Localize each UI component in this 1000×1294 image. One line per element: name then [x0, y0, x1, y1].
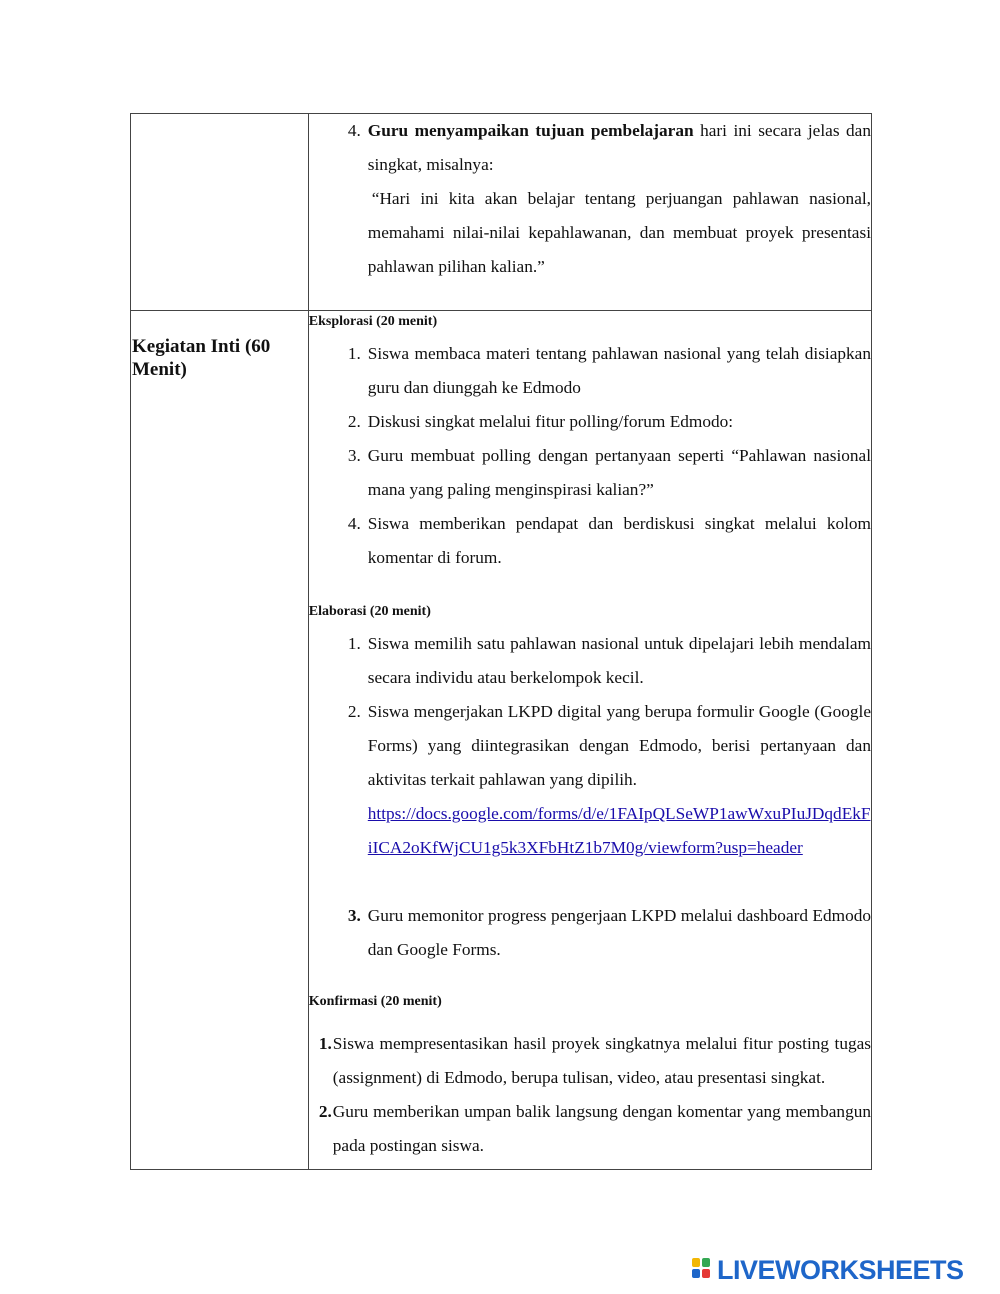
logo-text: LIVEWORKSHEETS	[717, 1254, 964, 1285]
item-number: 1.	[347, 344, 361, 363]
table-row-core	[131, 311, 872, 1170]
item-bold-text: Guru menyampaikan tujuan pembelajaran	[367, 121, 694, 140]
list-item	[309, 627, 871, 695]
eksplorasi-list	[309, 337, 871, 575]
item-text: Diskusi singkat melalui fitur polling/forum Edmodo:	[367, 412, 734, 431]
row-label-cell	[131, 311, 309, 1170]
list-item	[309, 439, 871, 507]
elaborasi-list	[309, 627, 871, 967]
item-text: Siswa memberikan pendapat dan berdiskusi singkat melalui kolom komentar di forum.	[367, 514, 871, 567]
item-text: Guru membuat polling dengan pertanyaan seperti “Pahlawan nasional mana yang paling menginspirasi kalian?”	[367, 446, 871, 499]
item-number: 2.	[347, 412, 361, 431]
list-item	[309, 899, 871, 967]
item-text: hari ini secara jelas dan singkat, misalnya:	[367, 121, 871, 174]
item-number: 3.	[347, 446, 361, 465]
list-item	[309, 337, 871, 405]
item-number: 4.	[347, 514, 361, 533]
item-text: Siswa membaca materi tentang pahlawan nasional yang telah disiapkan guru dan diunggah ke Edmodo	[367, 344, 871, 397]
list-item	[309, 1027, 871, 1095]
item-text: Guru memonitor progress pengerjaan LKPD melalui dashboard Edmodo dan Google Forms.	[367, 906, 871, 959]
liveworksheets-mark-icon	[692, 1258, 714, 1282]
list-item	[309, 1095, 871, 1163]
google-form-link[interactable]: https://docs.google.com/forms/d/e/1FAIpQLSeWP1awWxuPIuJDqdEkFiICA2oKfWjCU1g5k3XFbHtZ1b7M0g/viewform?usp=header	[367, 804, 871, 857]
list-item	[309, 695, 871, 865]
item-number: 1.	[347, 634, 361, 653]
section-heading-elaborasi: Elaborasi (20 menit)	[308, 604, 431, 619]
item-number: 2.	[347, 702, 361, 721]
item-quote: “Hari ini kita akan belajar tentang perjuangan pahlawan nasional, memahami nilai-nilai kepahlawanan, dan membuat proyek presentasi pahlawan pilihan kalian.”	[367, 189, 871, 276]
item-number: 1.	[318, 1034, 332, 1053]
row-content	[308, 114, 871, 311]
row-label: Kegiatan Inti (60 Menit)	[132, 336, 271, 380]
lesson-plan-table	[130, 113, 872, 1170]
liveworksheets-logo	[692, 1255, 964, 1285]
section-heading-eksplorasi: Eksplorasi (20 menit)	[308, 314, 438, 329]
section-heading-konfirmasi: Konfirmasi (20 menit)	[308, 994, 442, 1009]
item-text: Siswa mempresentasikan hasil proyek singkatnya melalui fitur posting tugas (assignment) di Edmodo, berupa tulisan, video, atau presentasi singkat.	[332, 1034, 871, 1087]
item-number: 2.	[318, 1102, 332, 1121]
konfirmasi-list	[309, 1027, 871, 1163]
list-item	[309, 405, 871, 439]
item-number: 3.	[347, 906, 361, 925]
list-item	[309, 507, 871, 575]
opening-list	[309, 114, 871, 284]
row-label-empty	[131, 114, 309, 311]
item-text: Guru memberikan umpan balik langsung dengan komentar yang membangun pada postingan siswa.	[332, 1102, 871, 1155]
list-item	[309, 114, 871, 284]
item-number: 4.	[347, 121, 361, 140]
table-row-opening	[131, 114, 872, 311]
item-text: Siswa memilih satu pahlawan nasional untuk dipelajari lebih mendalam secara individu atau berkelompok kecil.	[367, 634, 871, 687]
item-text: Siswa mengerjakan LKPD digital yang berupa formulir Google (Google Forms) yang diintegrasikan dengan Edmodo, berisi pertanyaan dan aktivitas terkait pahlawan yang dipilih.	[367, 702, 871, 789]
row-content	[308, 311, 871, 1170]
